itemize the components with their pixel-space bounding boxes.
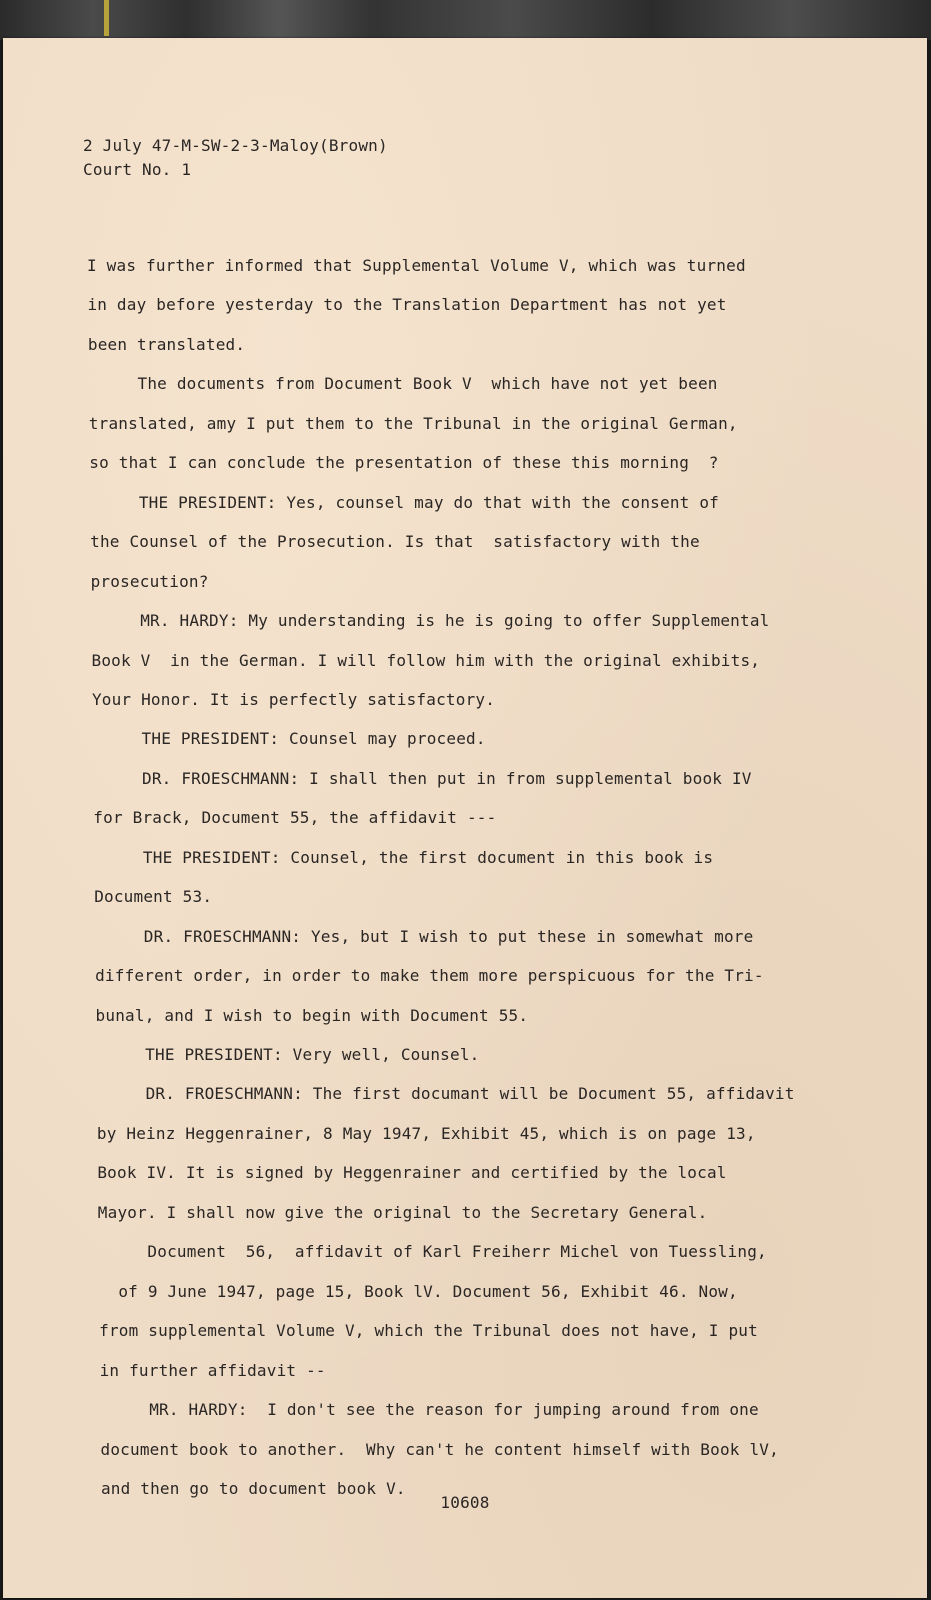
binder-tab-mark [104,0,109,36]
transcript-line: the Counsel of the Prosecution. Is that satisfactory with the [90,532,700,552]
transcript-line: prosecution? [90,571,209,591]
transcript-line: The documents from Document Book V which have not yet been [88,374,718,394]
page-number: 10608 [440,1493,490,1512]
transcript-line: and then go to document book V. [100,1478,406,1498]
transcript-line: been translated. [87,334,246,354]
transcript-line: from supplemental Volume V, which the Tribunal does not have, I put [99,1321,758,1341]
transcript-line: translated, amy I put them to the Tribunal in the original German, [88,413,738,433]
transcript-line: THE PRESIDENT: Very well, Counsel. [96,1045,480,1064]
transcript-line: bunal, and I wish to begin with Document 55. [95,1005,529,1025]
transcript-line: Book V in the German. I will follow him with the original exhibits, [91,650,761,670]
transcript-line: DR. FROESCHMANN: Yes, but I wish to put these in somewhat more [94,926,754,946]
transcript-line: DR. FROESCHMANN: The first documant will be Document 55, affidavit [96,1084,795,1104]
scanner-background-strip [0,0,931,40]
transcript-line: Your Honor. It is perfectly satisfactory. [91,689,496,709]
transcript-line: I was further informed that Supplemental Volume V, which was turned [87,256,746,275]
document-page [3,38,927,1598]
transcript-line: by Heinz Heggenrainer, 8 May 1947, Exhibit 45, which is on page 13, [96,1123,756,1143]
header-court-line: Court No. 1 [83,160,192,179]
transcript-line: Mayor. I shall now give the original to the Secretary General. [97,1202,708,1222]
transcript-line: THE PRESIDENT: Counsel may proceed. [92,729,486,749]
transcript-line: MR. HARDY: My understanding is he is going to offer Supplemental [91,611,770,631]
transcript-line: THE PRESIDENT: Yes, counsel may do that with the consent of [89,492,719,512]
transcript-line: of 9 June 1947, page 15, Book lV. Document 56, Exhibit 46. Now, [98,1281,738,1301]
transcript-line: THE PRESIDENT: Counsel, the first document in this book is [93,847,714,867]
transcript-line: Document 53. [94,887,213,907]
transcript-line: DR. FROESCHMANN: I shall then put in from supplemental book IV [92,768,752,788]
transcript-line: Document 56, affidavit of Karl Freiherr Michel von Tuessling, [98,1242,767,1262]
header-session-line: 2 July 47-M-SW-2-3-Maloy(Brown) [83,136,388,155]
transcript-line: in further affidavit -- [99,1360,326,1380]
transcript-line: for Brack, Document 55, the affidavit --- [93,808,497,828]
transcript-line: different order, in order to make them more perspicuous for the Tri- [95,966,764,986]
transcript-line: Book IV. It is signed by Heggenrainer and certified by the local [97,1163,727,1183]
transcript-line: MR. HARDY: I don't see the reason for jumping around from one [100,1400,759,1420]
transcript-line: document book to another. Why can't he content himself with Book lV, [100,1439,779,1459]
transcript-line: so that I can conclude the presentation of these this morning ? [89,453,719,473]
transcript-line: in day before yesterday to the Translation Department has not yet [87,295,727,315]
